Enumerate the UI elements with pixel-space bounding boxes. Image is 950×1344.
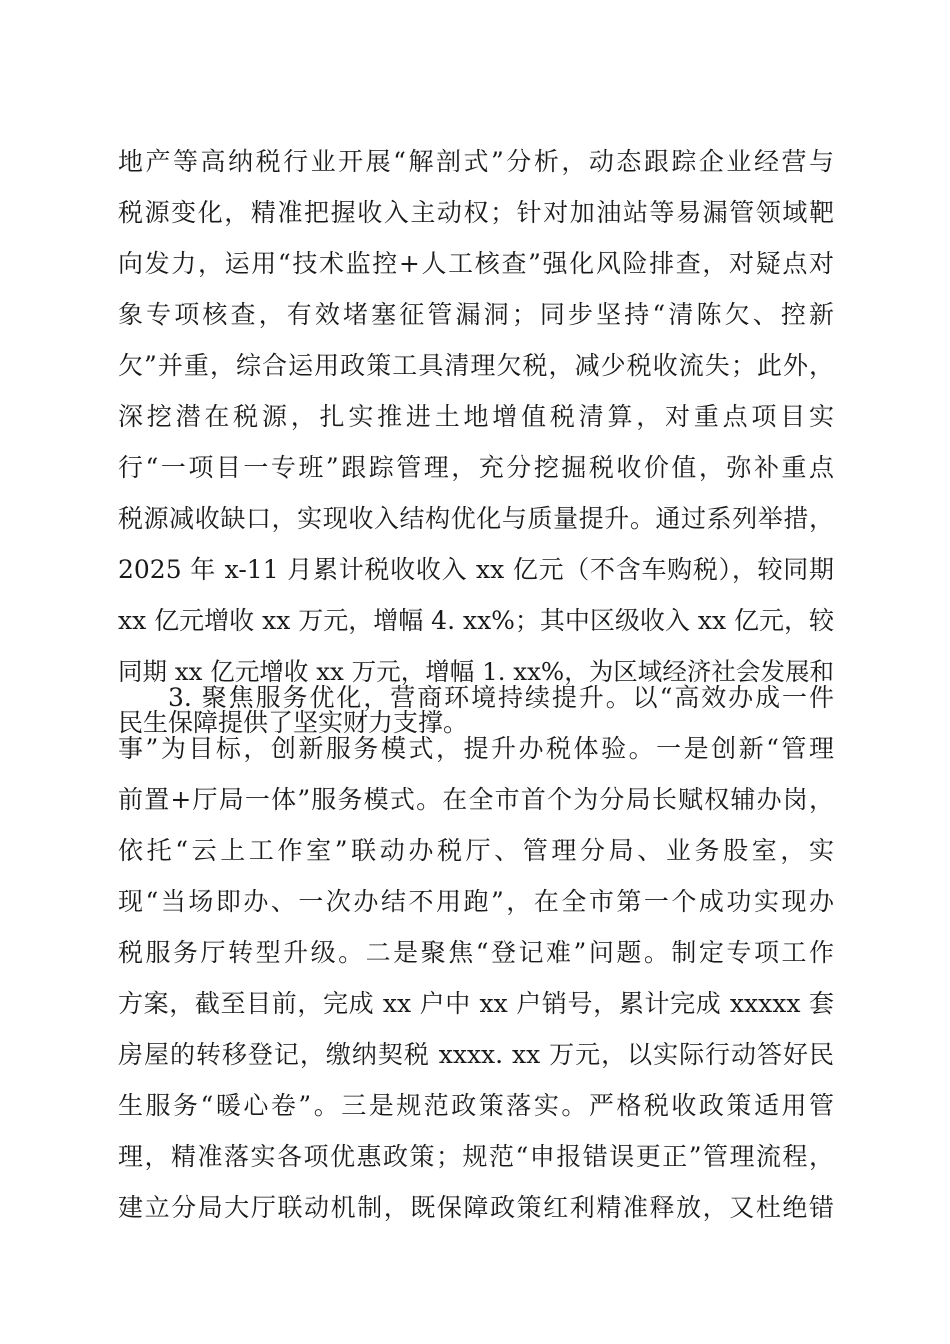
text-line: 房屋的转移登记，缴纳契税 xxxx. xx 万元，以实际行动答好民 xyxy=(118,1040,834,1069)
text-line: 方案，截至目前，完成 xx 户中 xx 户销号，累计完成 xxxxx 套 xyxy=(118,989,834,1018)
text-line: 生服务“暖心卷”。三是规范政策落实。严格税收政策适用管 xyxy=(118,1091,834,1120)
text-line: 同期 xx 亿元增收 xx 万元，增幅 1. xx%，为区域经济社会发展和 xyxy=(118,657,834,686)
text-line: 2025 年 x-11 月累计税收收入 xx 亿元（不含车购税），较同期 xyxy=(118,555,834,584)
text-line: 税源减收缺口，实现收入结构优化与质量提升。通过系列举措， xyxy=(118,504,834,533)
text-line: 事”为目标，创新服务模式，提升办税体验。一是创新“管理 xyxy=(118,734,834,763)
text-line: 欠”并重，综合运用政策工具清理欠税，减少税收流失；此外， xyxy=(118,351,834,380)
section-heading-line: 3. 聚焦服务优化，营商环境持续提升。以“高效办成一件 xyxy=(168,683,834,712)
text-line: 依托“云上工作室”联动办税厅、管理分局、业务股室，实 xyxy=(118,836,834,865)
text-line: 税源变化，精准把握收入主动权；针对加油站等易漏管领域靶 xyxy=(118,198,834,227)
paragraph-revenue xyxy=(118,136,834,748)
text-line: 行“一项目一专班”跟踪管理，充分挖掘税收价值，弥补重点 xyxy=(118,453,834,482)
text-line: 建立分局大厅联动机制，既保障政策红利精准释放，又杜绝错 xyxy=(118,1193,834,1222)
text-line: 前置+厅局一体”服务模式。在全市首个为分局长赋权辅办岗， xyxy=(118,785,834,814)
text-line: 现“当场即办、一次办结不用跑”，在全市第一个成功实现办 xyxy=(118,887,834,916)
text-line: 税服务厅转型升级。二是聚焦“登记难”问题。制定专项工作 xyxy=(118,938,834,967)
text-line: 向发力，运用“技术监控+人工核查”强化风险排查，对疑点对 xyxy=(118,249,834,278)
text-line: 民生保障提供了坚实财力支撑。 xyxy=(118,708,469,737)
text-line: 理，精准落实各项优惠政策；规范“申报错误更正”管理流程， xyxy=(118,1142,834,1171)
paragraph-service-optimization xyxy=(118,672,834,1233)
text-line: 象专项核查，有效堵塞征管漏洞；同步坚持“清陈欠、控新 xyxy=(118,300,834,329)
text-line: 深挖潜在税源，扎实推进土地增值税清算，对重点项目实 xyxy=(118,402,834,431)
text-line: xx 亿元增收 xx 万元，增幅 4. xx%；其中区级收入 xx 亿元，较 xyxy=(118,606,835,635)
text-line: 地产等高纳税行业开展“解剖式”分析，动态跟踪企业经营与 xyxy=(118,147,834,176)
